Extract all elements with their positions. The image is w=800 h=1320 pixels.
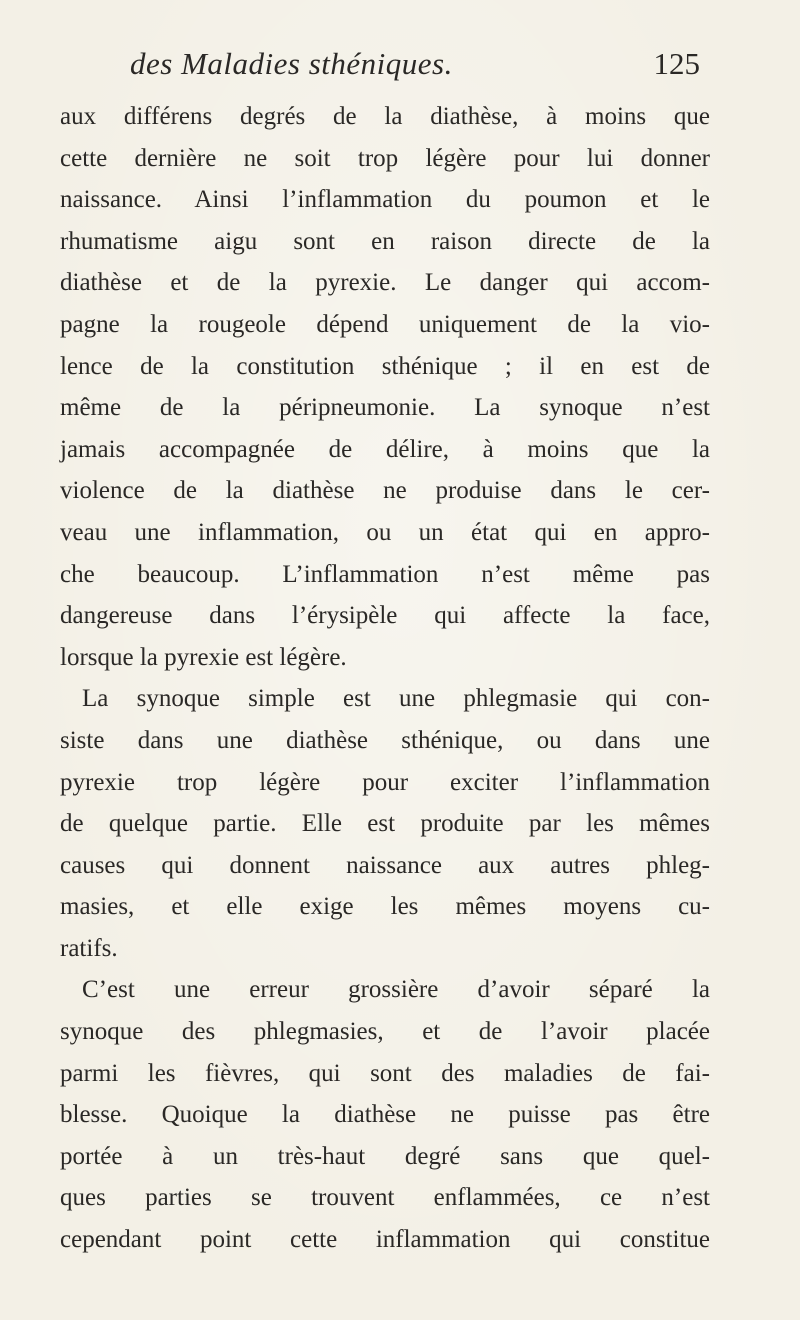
text-line: portée à un très-haut degré sans que quel- [60, 1142, 710, 1170]
text-line: pyrexie trop légère pour exciter l’inflammation [60, 768, 710, 796]
text-line: pagne la rougeole dépend uniquement de la vio- [60, 310, 710, 338]
text-line: ratifs. [60, 934, 118, 962]
text-line: blesse. Quoique la diathèse ne puisse pas être [60, 1101, 710, 1129]
page-number: 125 [653, 46, 700, 81]
text-line: C’est une erreur grossière d’avoir séparé la [82, 976, 710, 1004]
text-line: siste dans une diathèse sthénique, ou dans une [60, 726, 710, 754]
text-line: cependant point cette inflammation qui constitue [60, 1226, 710, 1254]
text-line: rhumatisme aigu sont en raison directe de la [60, 227, 710, 255]
text-line: La synoque simple est une phlegmasie qui con- [82, 685, 710, 713]
text-line: diathèse et de la pyrexie. Le danger qui accom- [60, 269, 710, 297]
body-text [60, 96, 710, 1261]
running-title: des Maladies sthéniques. [130, 46, 453, 81]
text-line: aux différens degrés de la diathèse, à moins que [60, 103, 710, 130]
text-line: naissance. Ainsi l’inflammation du poumon et le [60, 186, 710, 214]
text-line: lence de la constitution sthénique ; il en est de [60, 352, 710, 380]
text-line: jamais accompagnée de délire, à moins que la [60, 435, 710, 463]
text-line: veau une inflammation, ou un état qui en appro- [60, 518, 710, 546]
text-line: dangereuse dans l’érysipèle qui affecte la face, [60, 602, 710, 630]
text-line: parmi les fièvres, qui sont des maladies de fai- [60, 1059, 710, 1087]
text-line: masies, et elle exige les mêmes moyens cu- [60, 893, 710, 921]
text-line: lorsque la pyrexie est légère. [60, 643, 347, 671]
page-header [60, 46, 700, 86]
text-line: même de la péripneumonie. La synoque n’est [60, 394, 710, 422]
text-line: ques parties se trouvent enflammées, ce n’est [60, 1184, 710, 1212]
text-line: che beaucoup. L’inflammation n’est même pas [60, 560, 710, 588]
text-line: causes qui donnent naissance aux autres phleg- [60, 851, 710, 879]
text-line: violence de la diathèse ne produise dans le cer- [60, 477, 710, 505]
text-line: de quelque partie. Elle est produite par les mêmes [60, 810, 710, 838]
text-line: cette dernière ne soit trop légère pour lui donner [60, 144, 710, 172]
text-line: synoque des phlegmasies, et de l’avoir placée [60, 1018, 710, 1046]
